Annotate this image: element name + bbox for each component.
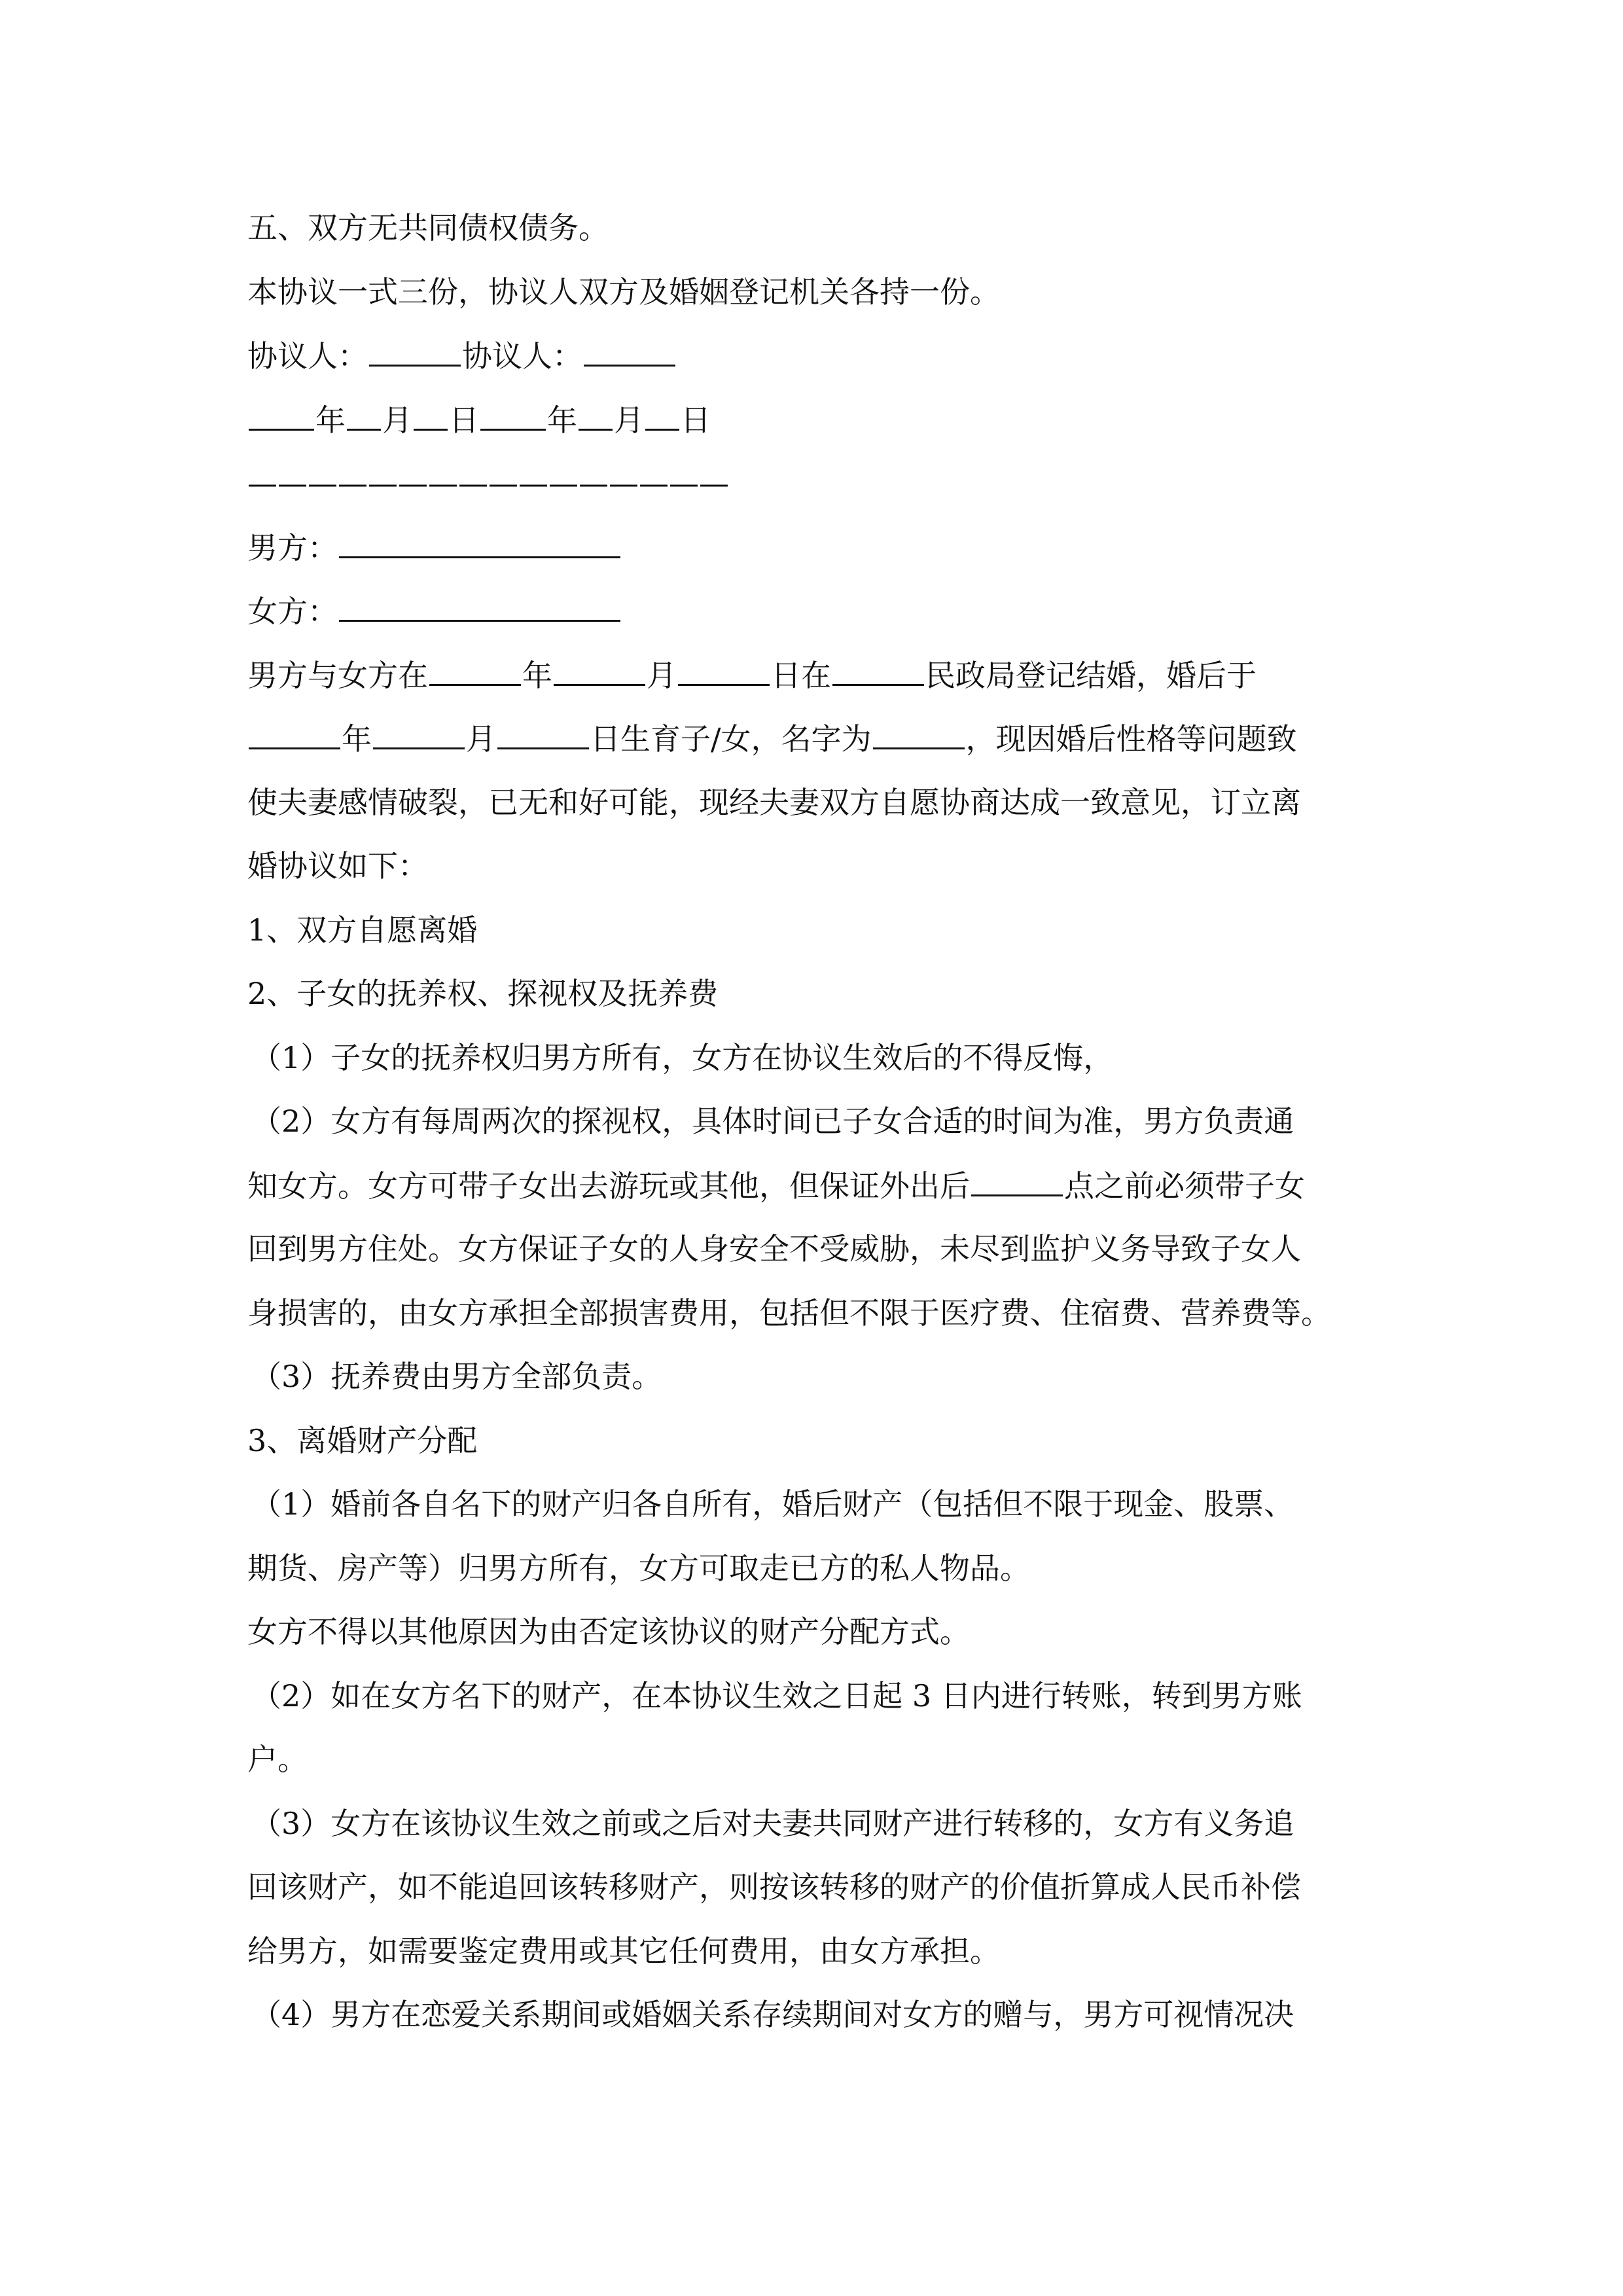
date-line bbox=[247, 400, 1386, 464]
section-3-4a: （4）男方在恋爱关系期间或婚姻关系存续期间对女方的赠与，男方可视情况决 bbox=[251, 1997, 1294, 2032]
section-3-3b: 回该财产，如不能追回该转移财产，则按该转移的财产的价值折算成人民币补偿 bbox=[247, 1869, 1301, 1905]
return-time-blank[interactable] bbox=[971, 1166, 1063, 1196]
section-3: 3、离婚财产分配 bbox=[247, 1422, 478, 1458]
section-3-2b: 户。 bbox=[247, 1742, 308, 1777]
signer-line bbox=[247, 336, 1386, 400]
month-label: 月 bbox=[614, 402, 644, 438]
text: 男方与女方在 bbox=[247, 657, 428, 693]
marriage-year-blank[interactable] bbox=[429, 655, 521, 686]
year-blank-1[interactable] bbox=[249, 400, 314, 431]
day-label: 日 bbox=[449, 402, 479, 438]
section-2: 2、子女的抚养权、探视权及抚养费 bbox=[247, 976, 719, 1011]
intro-line-3: 使夫妻感情破裂，已无和好可能，现经夫妻双方自愿协商达成一致意见，订立离 bbox=[247, 784, 1301, 820]
section-2-2b bbox=[247, 1166, 1386, 1230]
section-2-1: （1）子女的抚养权归男方所有，女方在协议生效后的不得反悔， bbox=[251, 1039, 1114, 1075]
section-3-1b: 期货、房产等）归男方所有，女方可取走已方的私人物品。 bbox=[247, 1550, 1030, 1586]
section-3-1a: （1）婚前各自名下的财产归各自所有，婚后财产（包括但不限于现金、股票、 bbox=[251, 1486, 1294, 1522]
day-label: 日 bbox=[681, 402, 711, 438]
male-label: 男方： bbox=[247, 529, 338, 565]
birth-day-blank[interactable] bbox=[497, 719, 589, 749]
clause-five: 五、双方无共同债权债务。 bbox=[247, 210, 609, 245]
bureau-blank[interactable] bbox=[832, 655, 924, 686]
text: 点之前必须带子女 bbox=[1064, 1168, 1305, 1204]
marriage-month-blank[interactable] bbox=[554, 655, 645, 686]
day-blank-2[interactable] bbox=[645, 400, 679, 431]
birth-month-blank[interactable] bbox=[373, 719, 465, 749]
year-blank-2[interactable] bbox=[480, 400, 546, 431]
intro-line-4: 婚协议如下： bbox=[247, 848, 428, 884]
text: 年 bbox=[522, 657, 552, 693]
section-3-3c: 给男方，如需要鉴定费用或其它任何费用，由女方承担。 bbox=[247, 1933, 1000, 1969]
signer-label-1: 协议人： bbox=[247, 338, 368, 374]
section-3-2a: （2）如在女方名下的财产，在本协议生效之日起 3 日内进行转账，转到男方账 bbox=[251, 1677, 1302, 1713]
year-label: 年 bbox=[315, 402, 346, 438]
section-2-3: （3）抚养费由男方全部负责。 bbox=[251, 1359, 662, 1394]
female-name-blank[interactable] bbox=[339, 591, 620, 622]
male-name-blank[interactable] bbox=[339, 528, 620, 558]
section-2-2c: 回到男方住处。女方保证子女的人身安全不受威胁，未尽到监护义务导致子女人 bbox=[247, 1231, 1301, 1266]
year-label: 年 bbox=[547, 402, 577, 438]
section-2-2a: （2）女方有每周两次的探视权，具体时间已子女合适的时间为准，男方负责通 bbox=[251, 1103, 1294, 1139]
month-blank-2[interactable] bbox=[579, 400, 613, 431]
section-3-3a: （3）女方在该协议生效之前或之后对夫妻共同财产进行转移的，女方有义务追 bbox=[251, 1805, 1294, 1841]
section-3-1c: 女方不得以其他原因为由否定该协议的财产分配方式。 bbox=[247, 1614, 970, 1649]
month-label: 月 bbox=[382, 402, 412, 438]
text: ，现因婚后性格等问题致 bbox=[965, 721, 1297, 757]
separator-line: ———————————————— bbox=[247, 465, 729, 501]
day-blank-1[interactable] bbox=[414, 400, 448, 431]
text: 知女方。女方可带子女出去游玩或其他，但保证外出后 bbox=[247, 1168, 970, 1204]
text: 日在 bbox=[771, 657, 831, 693]
document-page bbox=[247, 208, 1386, 2059]
male-line bbox=[247, 528, 1386, 592]
marriage-day-blank[interactable] bbox=[678, 655, 770, 686]
signer-label-2: 协议人： bbox=[462, 338, 582, 374]
child-name-blank[interactable] bbox=[873, 719, 965, 749]
text: 民政局登记结婚，婚后于 bbox=[925, 657, 1257, 693]
copies-clause: 本协议一式三份，协议人双方及婚姻登记机关各持一份。 bbox=[247, 274, 1000, 310]
birth-year-blank[interactable] bbox=[249, 719, 340, 749]
section-1: 1、双方自愿离婚 bbox=[247, 912, 478, 948]
text: 年 bbox=[342, 721, 372, 757]
month-blank-1[interactable] bbox=[347, 400, 381, 431]
text: 月 bbox=[466, 721, 496, 757]
intro-line-1 bbox=[247, 655, 1386, 719]
female-line bbox=[247, 591, 1386, 655]
signer-blank-1[interactable] bbox=[369, 336, 461, 367]
signer-blank-2[interactable] bbox=[584, 336, 675, 367]
intro-line-2 bbox=[247, 719, 1386, 783]
text: 日生育子/女，名字为 bbox=[590, 721, 872, 757]
section-2-2d: 身损害的，由女方承担全部损害费用，包括但不限于医疗费、住宿费、营养费等。 bbox=[247, 1295, 1331, 1331]
female-label: 女方： bbox=[247, 594, 338, 629]
text: 月 bbox=[647, 657, 677, 693]
